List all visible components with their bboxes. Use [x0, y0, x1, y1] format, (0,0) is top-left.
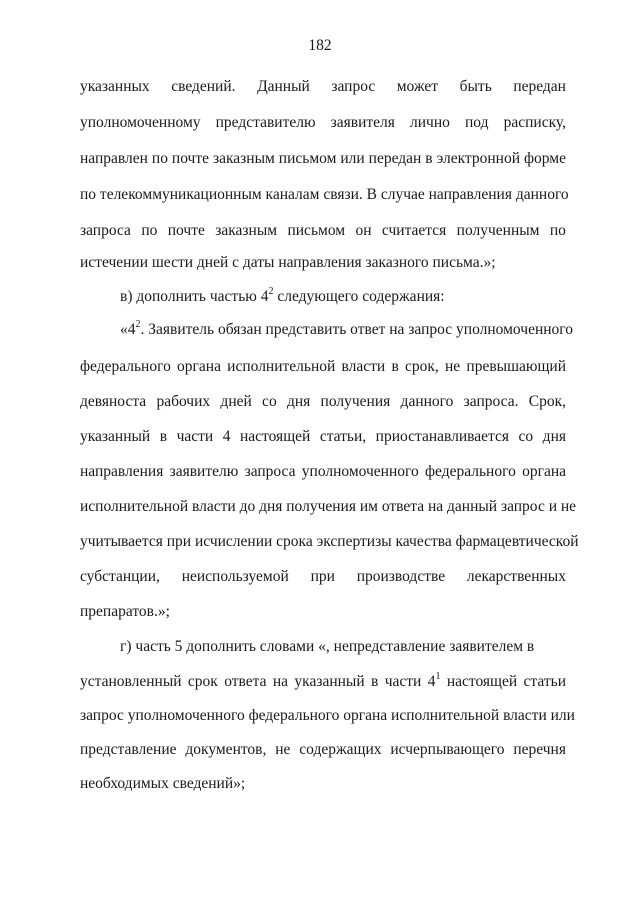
word: по: [549, 222, 566, 239]
text-line-11: указанный в части 4 настоящей статьи, приостанавливается со дня: [80, 428, 566, 445]
text-line-8: [120, 320, 573, 340]
word: расписку,: [503, 114, 566, 131]
text-line-21: необходимых сведений»;: [80, 775, 246, 792]
text-line-13: исполнительной власти до дня получения им ответа на данный запрос и не: [80, 498, 577, 515]
word: заявителя: [330, 114, 395, 131]
text-fragment: следующего содержания:: [273, 288, 445, 305]
superscript: 1: [435, 670, 441, 682]
word: лекарственных: [466, 568, 566, 585]
superscript: 2: [135, 318, 141, 330]
text-line-18: [80, 672, 566, 692]
text-line-5: [80, 221, 566, 241]
text-line-15: [80, 567, 566, 587]
word: передан: [513, 78, 566, 95]
word: сведений.: [171, 78, 236, 95]
word: он: [355, 222, 372, 239]
text-line-12: направления заявителю запроса уполномоченного федерального органа: [80, 463, 566, 480]
text-fragment: . Заявитель обязан представить ответ на запрос уполномоченного: [140, 321, 574, 338]
word: может: [396, 78, 439, 95]
word: при: [310, 568, 335, 585]
word: уполномоченному: [80, 114, 201, 131]
text-line-2: [80, 113, 566, 133]
page-number: 182: [308, 37, 332, 54]
word: по: [141, 222, 158, 239]
text-line-19: запрос уполномоченного федерального органа исполнительной власти или: [80, 707, 575, 724]
text-fragment: установленный срок ответа на указанный в части 4: [80, 673, 436, 690]
word: Данный: [257, 78, 310, 95]
text-line-20: представление документов, не содержащих исчерпывающего перечня: [80, 741, 566, 758]
text-line-16: препаратов.»;: [80, 603, 170, 620]
word: производстве: [356, 568, 446, 585]
text-line-17: г) часть 5 дополнить словами «, непредставление заявителем в: [120, 638, 535, 655]
word: представителю: [215, 114, 316, 131]
text-fragment: в) дополнить частью 4: [120, 288, 269, 305]
word: неиспользуемой: [181, 568, 289, 585]
word: почте: [167, 222, 205, 239]
word: под: [465, 114, 489, 131]
text-line-1: [80, 77, 566, 97]
word: лично: [410, 114, 450, 131]
text-line-3: направлен по почте заказным письмом или передан в электронной форме: [80, 150, 566, 167]
word: считается: [381, 222, 447, 239]
text-line-9: федерального органа исполнительной власти в срок, не превышающий: [80, 358, 566, 375]
word: заказным: [215, 222, 278, 239]
word: запрос: [331, 78, 376, 95]
word: письмом: [287, 222, 346, 239]
text-line-10: девяноста рабочих дней со дня получения данного запроса. Срок,: [80, 393, 566, 410]
word: полученным: [456, 222, 540, 239]
superscript: 2: [268, 285, 274, 297]
word: субстанции,: [80, 568, 160, 585]
text-line-14: учитывается при исчислении срока экспертизы качества фармацевтической: [80, 533, 579, 550]
text-fragment: «4: [120, 321, 136, 338]
text-line-4: по телекоммуникационным каналам связи. В случае направления данного: [80, 186, 569, 203]
word: указанных: [80, 78, 150, 95]
word: быть: [459, 78, 492, 95]
text-fragment: настоящей статьи: [440, 673, 566, 690]
text-line-7: [120, 287, 445, 307]
word: запроса: [80, 222, 131, 239]
text-line-6: истечении шести дней с даты направления заказного письма.»;: [80, 254, 496, 271]
